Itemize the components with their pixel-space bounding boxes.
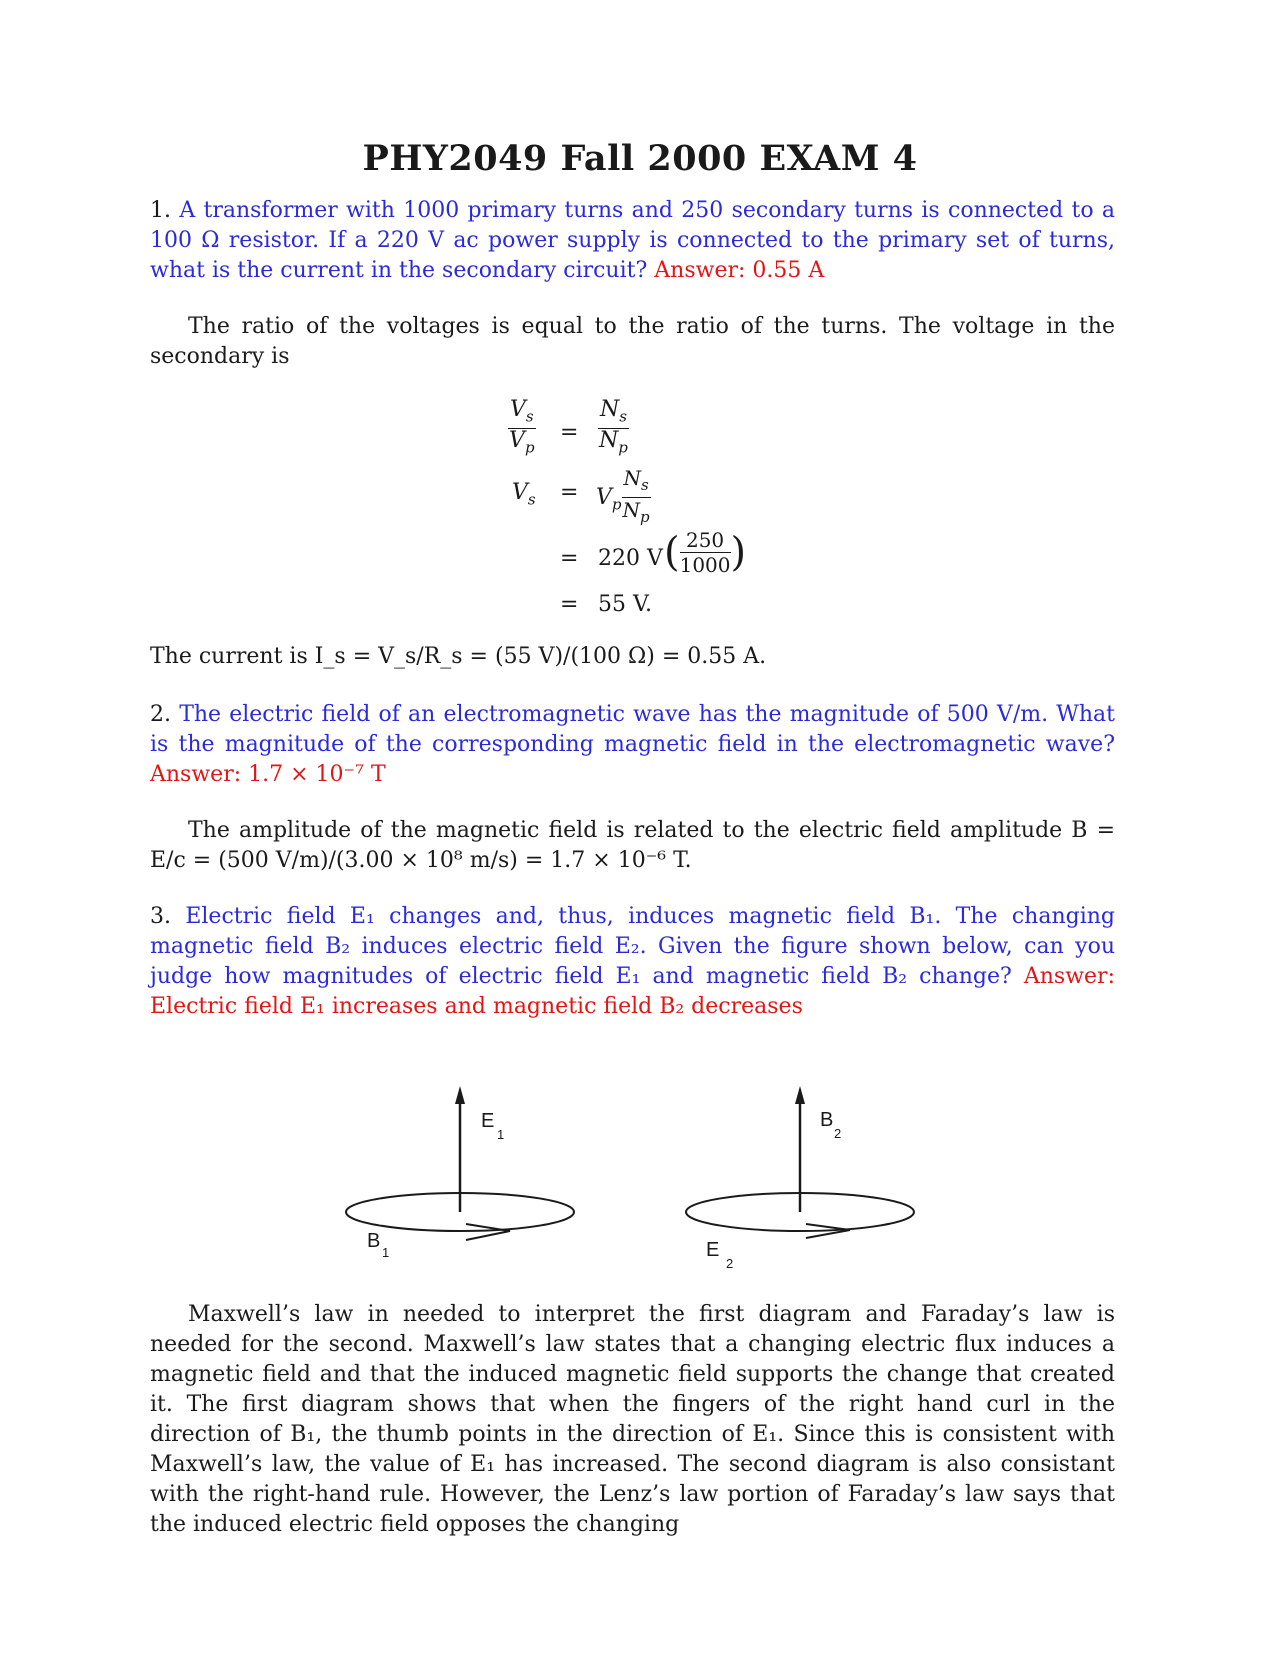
eq-row-3-fraction: ( $\frac{250}{1000}$ ) <box>664 528 747 577</box>
diagram-right <box>686 1086 914 1271</box>
question-2-number: 2. <box>150 702 171 727</box>
question-3-number: 3. <box>150 904 171 929</box>
question-2-answer: Answer: 1.7 × 10⁻⁷ T <box>150 762 386 787</box>
b1-label: B <box>367 1230 381 1252</box>
b2-label: B <box>820 1109 834 1131</box>
eq-row-2-rhs: $V_p$ $\frac{N_s}{N_p}$ <box>596 466 650 526</box>
diagram-left <box>346 1086 574 1260</box>
e2-label: E <box>706 1239 720 1261</box>
e1-arrowhead <box>455 1086 465 1104</box>
eq-row-3-value: 220 V <box>598 546 663 571</box>
question-3-explanation: Maxwell’s law in needed to interpret the first diagram and Faraday’s law is needed for the second. Maxwell’s law states that a changing electric flux induces a magnetic field and that the induced magnetic field supports the change that created it. The first diagram shows that when the fingers of the right hand curl in the direction of B₁, the thumb points in the direction of E₁. Since this is consistent with Maxwell’s law, the value of E₁ has increased. The second diagram is also consistant with the right-hand rule. However, the Lenz’s law portion of Faraday’s law says that the induced electric field opposes the changing <box>150 1302 1115 1537</box>
eq-row-4-value: 55 V. <box>598 592 653 617</box>
b1-loop <box>346 1193 574 1231</box>
e2-direction-arrow <box>806 1224 850 1238</box>
question-1-explanation: The ratio of the voltages is equal to the ratio of the turns. The voltage in the secondary is <box>150 314 1115 369</box>
b2-arrowhead <box>795 1086 805 1104</box>
e2-label-sub: 2 <box>726 1256 734 1271</box>
eq-row-1-lhs: $\frac{V_s}{V_p}$ <box>509 397 535 457</box>
e1-label: E <box>481 1110 495 1132</box>
eq-row-2-equals: = <box>560 480 579 505</box>
e2-loop <box>686 1193 914 1231</box>
b1-label-sub: 1 <box>382 1245 390 1260</box>
eq-row-3-equals: = <box>560 546 579 571</box>
eq-row-1-equals: = <box>560 420 579 445</box>
question-2-explanation: The amplitude of the magnetic field is related to the electric field amplitude B = E/c = (500 V/m)/(3.00 × 10⁸ m/s) = 1.7 × 10⁻⁶ T. <box>150 818 1115 873</box>
question-3 <box>150 902 1115 1022</box>
question-1-current: The current is I_s = V_s/R_s = (55 V)/(100 Ω) = 0.55 A. <box>150 644 767 669</box>
question-1-number: 1. <box>150 198 171 223</box>
question-1 <box>150 196 1115 286</box>
question-1-text: A transformer with 1000 primary turns and 250 secondary turns is connected to a 100 Ω resistor. If a 220 V ac power supply is connected to the primary set of turns, what is the current in the secondary circuit? <box>150 198 1115 283</box>
b2-label-sub: 2 <box>834 1126 842 1141</box>
eq-row-4-equals: = <box>560 592 579 617</box>
e1-label-sub: 1 <box>497 1127 505 1142</box>
question-3-answer: Answer: Electric field E₁ increases and magnetic field B₂ decreases <box>150 964 1115 1019</box>
eq-row-2-lhs: $V_s$ <box>512 480 536 509</box>
eq-row-1-rhs: $\frac{N_s}{N_p}$ <box>599 397 628 457</box>
question-2-text: The electric field of an electromagnetic wave has the magnitude of 500 V/m. What is the magnitude of the corresponding magnetic field in the electromagnetic wave? <box>150 702 1116 757</box>
question-1-answer: Answer: 0.55 A <box>654 258 825 283</box>
question-2 <box>150 700 1115 790</box>
question-3-text: Electric field E₁ changes and, thus, induces magnetic field B₁. The changing magnetic field B₂ induces electric field E₂. Given the figure shown below, can you judge how magnitudes of electric field E₁ and magnetic field B₂ change? <box>150 904 1115 989</box>
page-title: PHY2049 Fall 2000 EXAM 4 <box>362 138 918 179</box>
b1-direction-arrow <box>466 1224 510 1240</box>
